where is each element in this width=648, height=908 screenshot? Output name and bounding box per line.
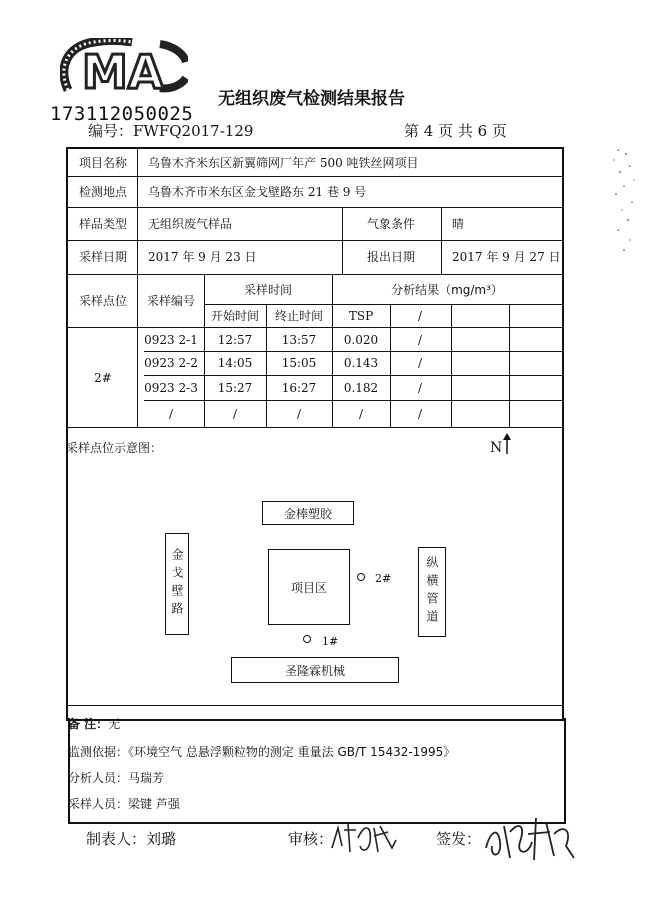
row-other: / <box>417 333 423 347</box>
row-sample-no: 0923 2-2 <box>144 356 198 370</box>
row-end: 16:27 <box>281 381 317 395</box>
left-road: 金戈壁路 <box>165 533 189 635</box>
row-tsp: 0.020 <box>343 333 379 347</box>
row-sample-no: 0923 2-1 <box>144 333 198 347</box>
analyst: 分析人员：马瑞芳 <box>68 771 165 785</box>
row-other: / <box>417 356 423 370</box>
weather: 晴 <box>452 217 465 231</box>
north-arrow-icon <box>502 433 512 455</box>
certificate-number: 173112050025 <box>50 103 194 125</box>
report-table <box>66 147 564 721</box>
row-tsp: / <box>358 407 364 421</box>
tsp-label: TSP <box>348 309 374 323</box>
time-label: 采样时间 <box>243 283 293 297</box>
point-2-label: 2# <box>375 572 392 585</box>
location: 乌鲁木齐市米东区金戈壁路东 21 巷 9 号 <box>148 185 367 199</box>
north-label: N <box>490 440 503 456</box>
row-tsp: 0.143 <box>343 356 379 370</box>
project-name: 乌鲁木齐米东区新翼筛网厂年产 500 吨铁丝网项目 <box>148 156 419 170</box>
sample-type-label: 样品类型 <box>78 217 128 231</box>
row-sample-no: 0923 2-3 <box>144 381 198 395</box>
start-time-label: 开始时间 <box>210 309 260 323</box>
approver-signature <box>480 812 576 866</box>
report-date-label: 报出日期 <box>366 250 416 264</box>
sampler: 采样人员：梁键 芦强 <box>68 797 180 811</box>
project-name-label: 项目名称 <box>78 156 128 170</box>
right-road: 纵横管道 <box>418 547 446 637</box>
point-1-label: 1# <box>322 635 339 648</box>
location-label: 检测地点 <box>78 185 128 199</box>
sample-no-label: 采样编号 <box>146 294 196 308</box>
remark: 备 注：无 <box>68 717 121 731</box>
bottom-building: 圣隆霖机械 <box>231 657 399 683</box>
svg-text:MA: MA <box>82 45 164 99</box>
reviewer-label: 审核： <box>288 830 334 848</box>
sample-type: 无组织废气样品 <box>148 217 233 231</box>
sampling-point-marker <box>303 635 311 643</box>
point-label: 采样点位 <box>78 294 128 308</box>
scan-noise-mark <box>606 140 642 260</box>
row-start: 15:27 <box>217 381 253 395</box>
monitoring-basis: 监测依据：《环境空气 总悬浮颗粒物的测定 重量法 GB/T 15432-1995》 <box>68 745 456 759</box>
report-number: 编号：FWFQ2017-129 <box>88 122 254 140</box>
project-area: 项目区 <box>268 549 350 625</box>
sampling-point-marker <box>357 573 365 581</box>
page-info: 第 4 页 共 6 页 <box>404 122 507 140</box>
sample-date-label: 采样日期 <box>78 250 128 264</box>
top-building: 金棒塑胶 <box>262 501 354 525</box>
reviewer-signature <box>328 818 398 858</box>
end-time-label: 终止时间 <box>274 309 324 323</box>
preparer: 制表人：刘璐 <box>86 830 177 848</box>
row-other: / <box>417 407 423 421</box>
cma-seal-logo <box>60 38 188 104</box>
report-date: 2017 年 9 月 27 日 <box>452 250 561 264</box>
row-start: / <box>232 407 238 421</box>
row-other: / <box>417 381 423 395</box>
row-start: 12:57 <box>217 333 253 347</box>
map-label: 采样点位示意图： <box>66 441 163 455</box>
col2-label: / <box>417 309 423 323</box>
row-end: / <box>296 407 302 421</box>
row-tsp: 0.182 <box>343 381 379 395</box>
sample-date: 2017 年 9 月 23 日 <box>148 250 257 264</box>
approver-label: 签发： <box>436 830 482 848</box>
point-value: 2# <box>94 371 112 385</box>
row-sample-no: / <box>168 407 174 421</box>
row-end: 15:05 <box>281 356 317 370</box>
analysis-label: 分析结果（mg/m³） <box>391 283 503 297</box>
row-end: 13:57 <box>281 333 317 347</box>
report-title: 无组织废气检测结果报告 <box>218 89 405 109</box>
row-start: 14:05 <box>217 356 253 370</box>
weather-label: 气象条件 <box>366 217 416 231</box>
